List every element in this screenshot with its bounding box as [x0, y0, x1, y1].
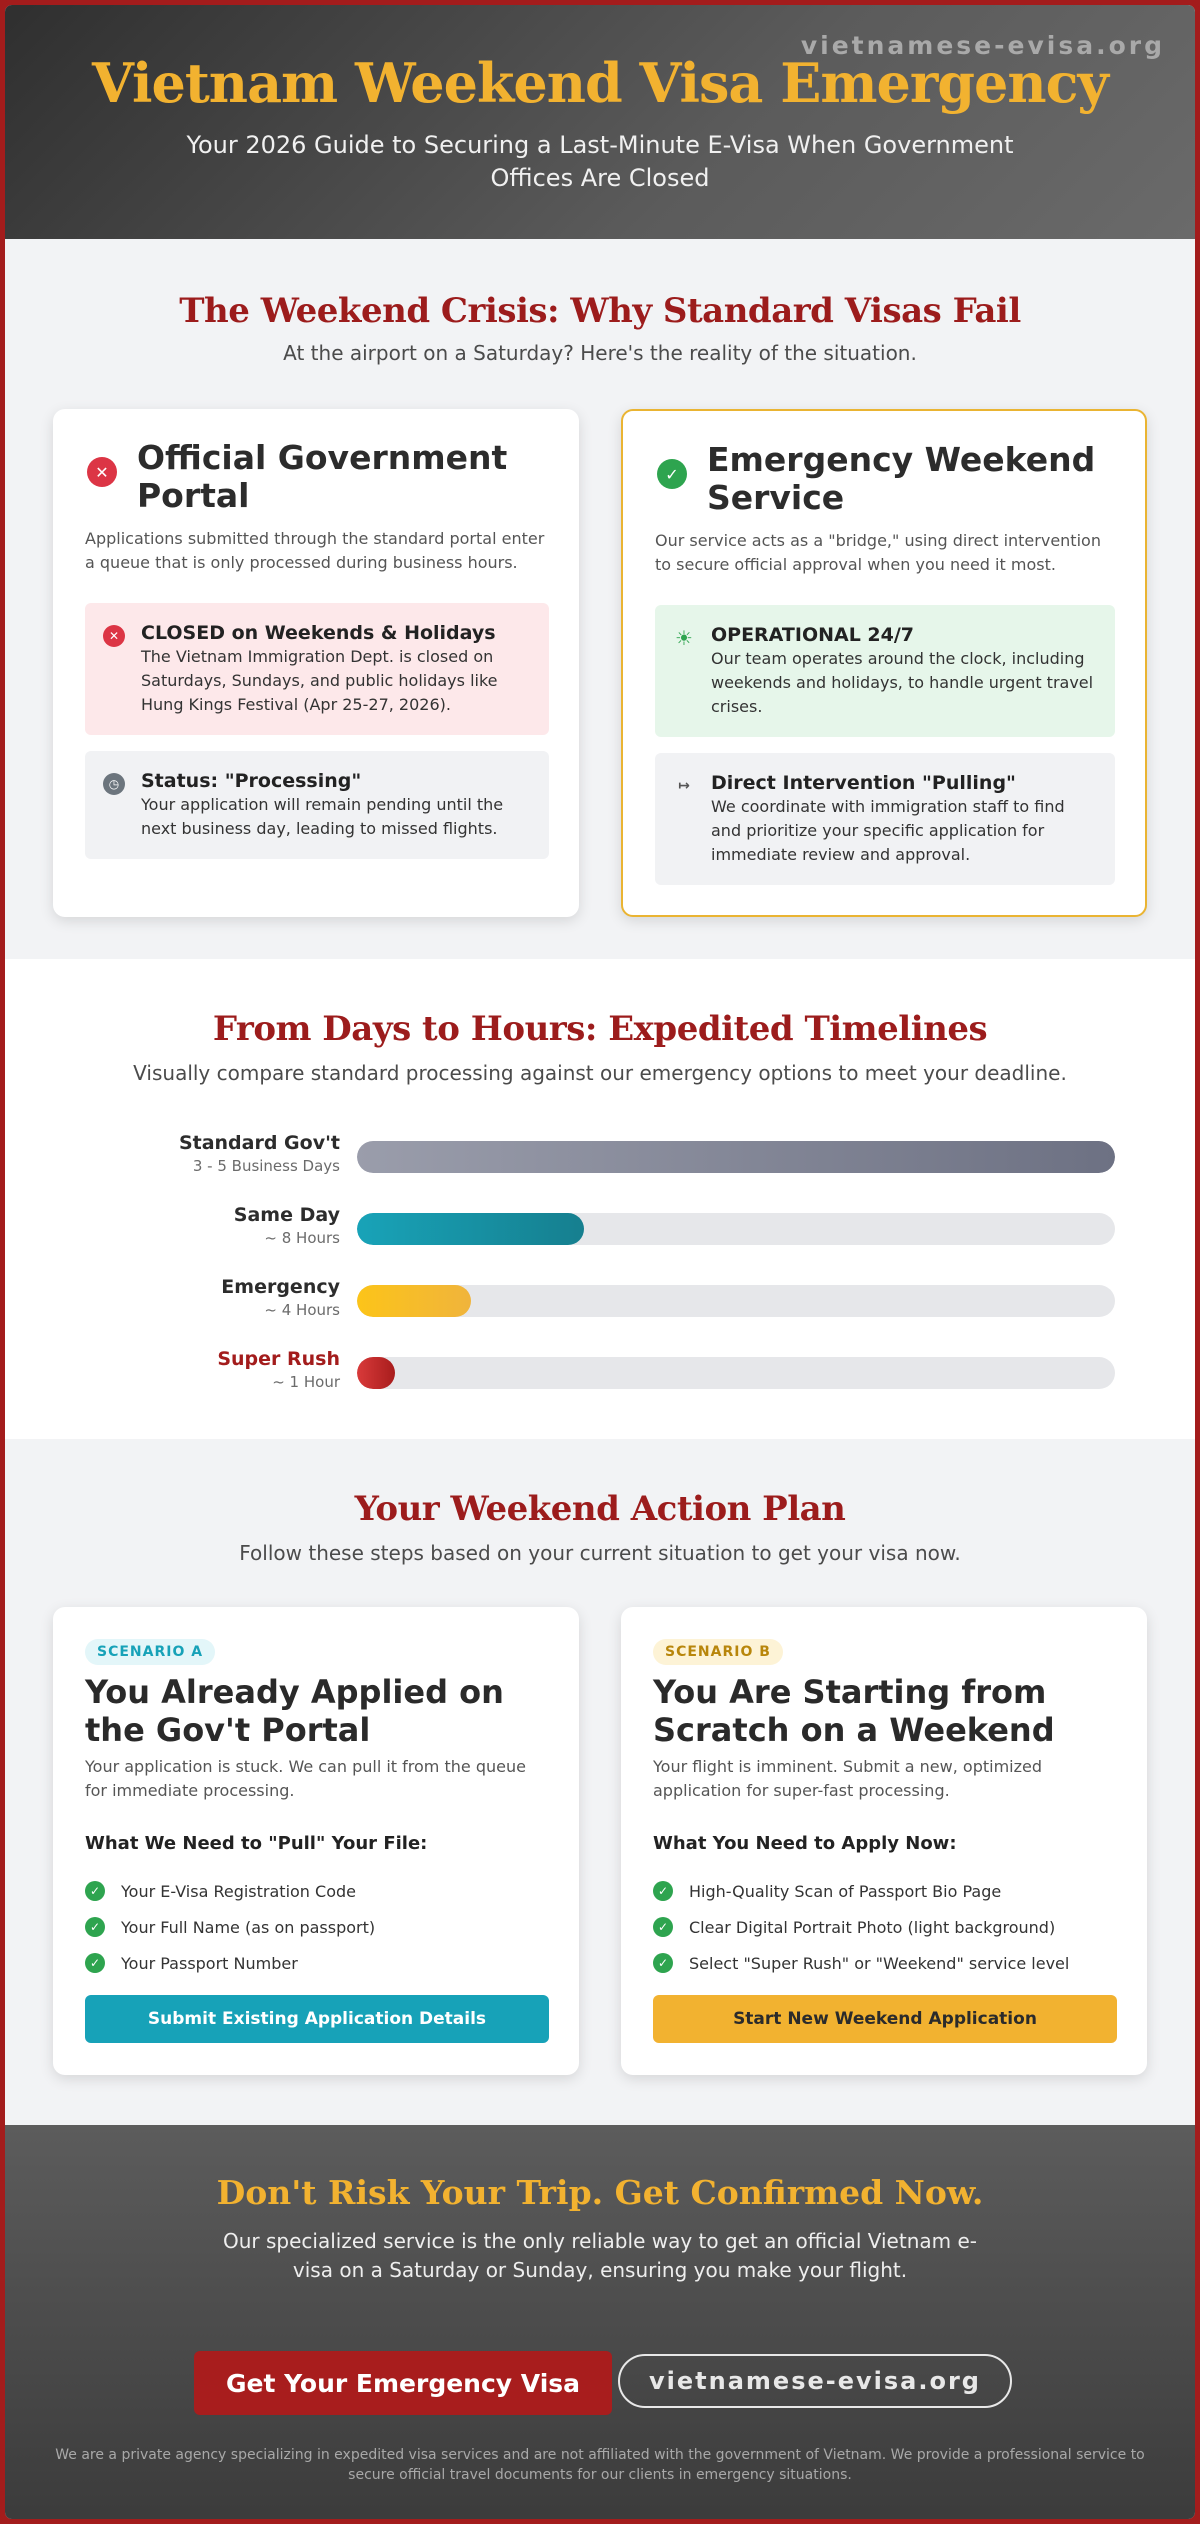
timeline-track — [357, 1141, 1115, 1173]
arrow-to-line-icon: ↦ — [678, 778, 690, 794]
closed-note — [85, 603, 549, 735]
processing-note — [85, 751, 549, 859]
check-icon: ✓ — [653, 1953, 673, 1973]
timeline-name: Standard Gov't — [178, 1132, 340, 1154]
hero-header — [5, 5, 1195, 239]
scenario-b-desc: Your flight is imminent. Submit a new, optimized application for super-fast processing. — [653, 1757, 1042, 1800]
x-circle-icon: ✕ — [87, 457, 117, 487]
list-item-text: Your Passport Number — [121, 1953, 298, 1973]
page-subtitle: Your 2026 Guide to Securing a Last-Minute E-Visa When Government Offices Are Closed — [186, 131, 1014, 192]
pulling-note-title: Direct Intervention "Pulling" — [711, 772, 1016, 794]
list-item-text: High-Quality Scan of Passport Bio Page — [689, 1881, 1002, 1901]
emergency-service-card — [621, 409, 1147, 917]
timeline-track — [357, 1213, 1115, 1245]
timeline-time: 3 - 5 Business Days — [192, 1157, 340, 1175]
action-plan-section — [5, 1439, 1195, 2125]
closed-note-title: CLOSED on Weekends & Holidays — [141, 622, 496, 644]
check-icon: ✓ — [653, 1881, 673, 1901]
action-plan-title: Your Weekend Action Plan — [354, 1489, 846, 1529]
disclaimer-text: We are a private agency specializing in expedited visa services and are not affiliated with the government of Vietnam. We provide a professional service to secure official travel documents for our clients in emergency situations. — [55, 2447, 1145, 2483]
timeline-time: ~ 4 Hours — [264, 1301, 340, 1319]
scenario-b-list — [653, 1873, 1069, 1981]
clock-icon: ◷ — [103, 773, 125, 795]
scenario-a-card — [53, 1607, 579, 2075]
processing-note-title: Status: "Processing" — [141, 770, 362, 792]
start-new-application-button[interactable]: Start New Weekend Application — [653, 1995, 1117, 2043]
check-circle-icon: ✓ — [657, 459, 687, 489]
submit-existing-button[interactable]: Submit Existing Application Details — [85, 1995, 549, 2043]
site-link-button[interactable]: vietnamese-evisa.org — [618, 2354, 1012, 2408]
scenario-a-badge: SCENARIO A — [85, 1639, 215, 1665]
scenario-b-badge: SCENARIO B — [653, 1639, 783, 1665]
crisis-subtitle: At the airport on a Saturday? Here's the reality of the situation. — [283, 341, 917, 365]
operational-note-text: Our team operates around the clock, including weekends and holidays, to handle urgent travel crises. — [711, 649, 1094, 716]
timeline-bar-super-rush — [357, 1357, 395, 1389]
list-item-text: Your Full Name (as on passport) — [121, 1917, 376, 1937]
check-icon: ✓ — [653, 1917, 673, 1937]
sun-icon: ☀ — [675, 626, 693, 650]
official-portal-title: Official Government Portal — [137, 438, 508, 515]
crisis-title: The Weekend Crisis: Why Standard Visas Fail — [179, 291, 1021, 331]
timeline-track — [357, 1357, 1115, 1389]
get-emergency-visa-button[interactable]: Get Your Emergency Visa — [194, 2351, 612, 2415]
official-portal-desc: Applications submitted through the standard portal enter a queue that is only processed during business hours. — [85, 529, 545, 572]
check-icon: ✓ — [85, 1881, 105, 1901]
operational-note-title: OPERATIONAL 24/7 — [711, 624, 915, 646]
list-item-text: Your E-Visa Registration Code — [121, 1881, 356, 1901]
scenario-b-title: You Are Starting from Scratch on a Weekend — [653, 1673, 1055, 1749]
operational-note — [655, 605, 1115, 737]
action-plan-subtitle: Follow these steps based on your current situation to get your visa now. — [239, 1541, 961, 1565]
site-domain[interactable]: vietnamese-evisa.org — [800, 31, 1165, 60]
list-item — [653, 1945, 1069, 1981]
scenario-a-list — [85, 1873, 375, 1981]
list-item — [653, 1909, 1069, 1945]
cta-title: Don't Risk Your Trip. Get Confirmed Now. — [216, 2173, 984, 2212]
scenario-a-title: You Already Applied on the Gov't Portal — [85, 1673, 504, 1749]
list-item — [85, 1909, 375, 1945]
cta-desc: Our specialized service is the only reliable way to get an official Vietnam e-visa on a Saturday or Sunday, ensuring you make your flight. — [222, 2229, 977, 2282]
timeline-row-super-rush — [5, 1347, 1195, 1407]
timeline-time: ~ 1 Hour — [272, 1373, 340, 1391]
list-item-text: Clear Digital Portrait Photo (light background) — [689, 1917, 1056, 1937]
timeline-row-emergency — [5, 1275, 1195, 1335]
timeline-bar-same-day — [357, 1213, 584, 1245]
timelines-section — [5, 959, 1195, 1439]
timeline-time: ~ 8 Hours — [264, 1229, 340, 1247]
scenario-a-list-title: What We Need to "Pull" Your File: — [85, 1833, 428, 1854]
list-item — [85, 1873, 375, 1909]
timeline-name: Emergency — [221, 1276, 340, 1298]
timeline-name: Same Day — [233, 1204, 340, 1226]
timeline-bar-standard — [357, 1141, 1115, 1173]
timeline-track — [357, 1285, 1115, 1317]
emergency-service-title: Emergency Weekend Service — [707, 440, 1096, 517]
scenario-a-desc: Your application is stuck. We can pull it from the queue for immediate processing. — [85, 1757, 526, 1800]
page-title: Vietnam Weekend Visa Emergency — [92, 51, 1108, 115]
crisis-section — [5, 239, 1195, 959]
list-item-text: Select "Super Rush" or "Weekend" service level — [689, 1953, 1070, 1973]
pulling-note — [655, 753, 1115, 885]
closed-note-text: The Vietnam Immigration Dept. is closed on Saturdays, Sundays, and public holidays like Hung Kings Festival (Apr 25-27, 2026). — [141, 647, 498, 714]
timelines-subtitle: Visually compare standard processing against our emergency options to meet your deadline. — [133, 1061, 1067, 1085]
check-icon: ✓ — [85, 1917, 105, 1937]
x-circle-icon: ✕ — [103, 625, 125, 647]
scenario-b-list-title: What You Need to Apply Now: — [653, 1833, 957, 1854]
timeline-name: Super Rush — [217, 1348, 340, 1370]
list-item — [653, 1873, 1069, 1909]
timelines-title: From Days to Hours: Expedited Timelines — [212, 1009, 988, 1049]
timeline-row-standard — [5, 1131, 1195, 1191]
check-icon: ✓ — [85, 1953, 105, 1973]
scenario-b-card — [621, 1607, 1147, 2075]
official-portal-card — [53, 409, 579, 917]
timeline-bar-emergency — [357, 1285, 471, 1317]
list-item — [85, 1945, 375, 1981]
pulling-note-text: We coordinate with immigration staff to find and prioritize your specific application for immediate review and approval. — [711, 797, 1065, 864]
timeline-row-same-day — [5, 1203, 1195, 1263]
cta-footer — [5, 2125, 1195, 2524]
processing-note-text: Your application will remain pending until the next business day, leading to missed flights. — [141, 795, 504, 838]
emergency-service-desc: Our service acts as a "bridge," using direct intervention to secure official approval when you need it most. — [655, 531, 1101, 574]
